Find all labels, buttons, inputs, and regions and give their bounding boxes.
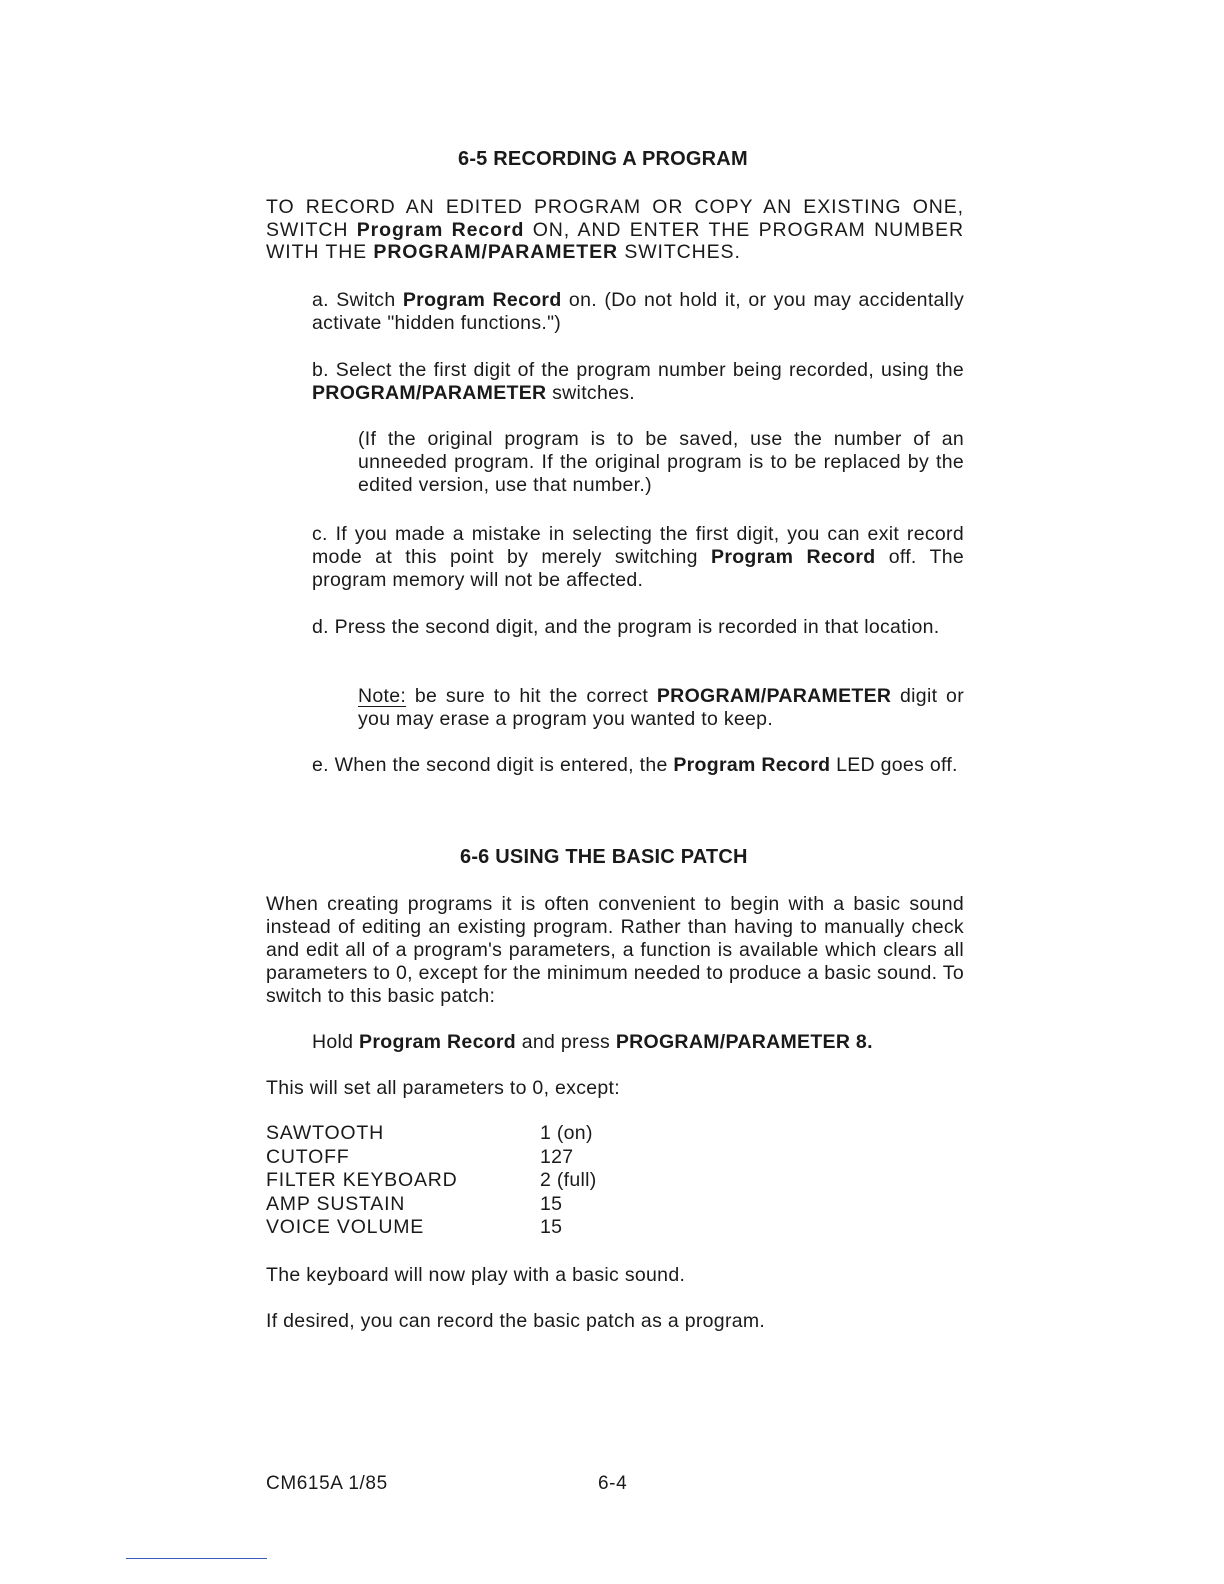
- section-intro-paragraph: TO RECORD AN EDITED PROGRAM OR COPY AN EXISTING ONE, SWITCH Program Record ON, AND ENTER THE PROGRAM NUMBER WITH THE PROGRAM/PARAMETER SWITCHES.: [266, 196, 964, 263]
- basic-patch-instruction: Hold Program Record and press PROGRAM/PARAMETER 8.: [312, 1031, 873, 1053]
- step-c-paragraph: c. If you made a mistake in selecting the first digit, you can exit record mode at this point by merely switching Program Record off. The program memory will not be affected.: [312, 523, 965, 591]
- parameter-value: 1 (on): [540, 1122, 593, 1144]
- note-label: Note:: [358, 685, 407, 707]
- step-b-note-paragraph: (If the original program is to be saved, use the number of an unneeded program. If the original program is to be replaced by the edited version, use that number.): [358, 428, 964, 496]
- step-b-paragraph: b. Select the first digit of the program number being recorded, using the PROGRAM/PARAMETER switches.: [312, 359, 964, 404]
- parameter-name: SAWTOOTH: [266, 1122, 384, 1144]
- step-e-paragraph: e. When the second digit is entered, the Program Record LED goes off.: [312, 754, 958, 776]
- section-heading-recording-a-program: 6-5 RECORDING A PROGRAM: [458, 148, 748, 170]
- footer-page-number: 6-4: [598, 1473, 628, 1494]
- parameter-value: 15: [540, 1192, 563, 1215]
- parameter-value: 2 (full): [540, 1169, 597, 1191]
- except-line: This will set all parameters to 0, except:: [266, 1077, 620, 1099]
- parameter-name: VOICE VOLUME: [266, 1216, 425, 1238]
- note-paragraph: Note: be sure to hit the correct PROGRAM/PARAMETER digit or you may erase a program you wanted to keep.: [358, 685, 964, 730]
- parameter-name: FILTER KEYBOARD: [266, 1169, 458, 1191]
- step-d-paragraph: d. Press the second digit, and the program is recorded in that location.: [312, 616, 940, 638]
- parameter-value: 127: [540, 1145, 574, 1168]
- step-a-paragraph: a. Switch Program Record on. (Do not hold it, or you may accidentally activate "hidden functions."): [312, 289, 964, 334]
- parameter-name: CUTOFF: [266, 1145, 350, 1168]
- scan-edge-line: [126, 1558, 267, 1559]
- final-line: If desired, you can record the basic patch as a program.: [266, 1310, 766, 1332]
- footer-doc-code: CM615A 1/85: [266, 1473, 388, 1494]
- parameter-name: AMP SUSTAIN: [266, 1192, 406, 1215]
- keyboard-line: The keyboard will now play with a basic sound.: [266, 1264, 686, 1286]
- basic-patch-intro-paragraph: When creating programs it is often convenient to begin with a basic sound instead of editing an existing program. Rather than having to manually check and edit all of a program's parameters, a function is available which clears all parameters to 0, except for the minimum needed to produce a basic sound. To switch to this basic patch:: [266, 893, 964, 1007]
- parameter-value: 15: [540, 1216, 563, 1238]
- section-heading-using-the-basic-patch: 6-6 USING THE BASIC PATCH: [460, 846, 748, 868]
